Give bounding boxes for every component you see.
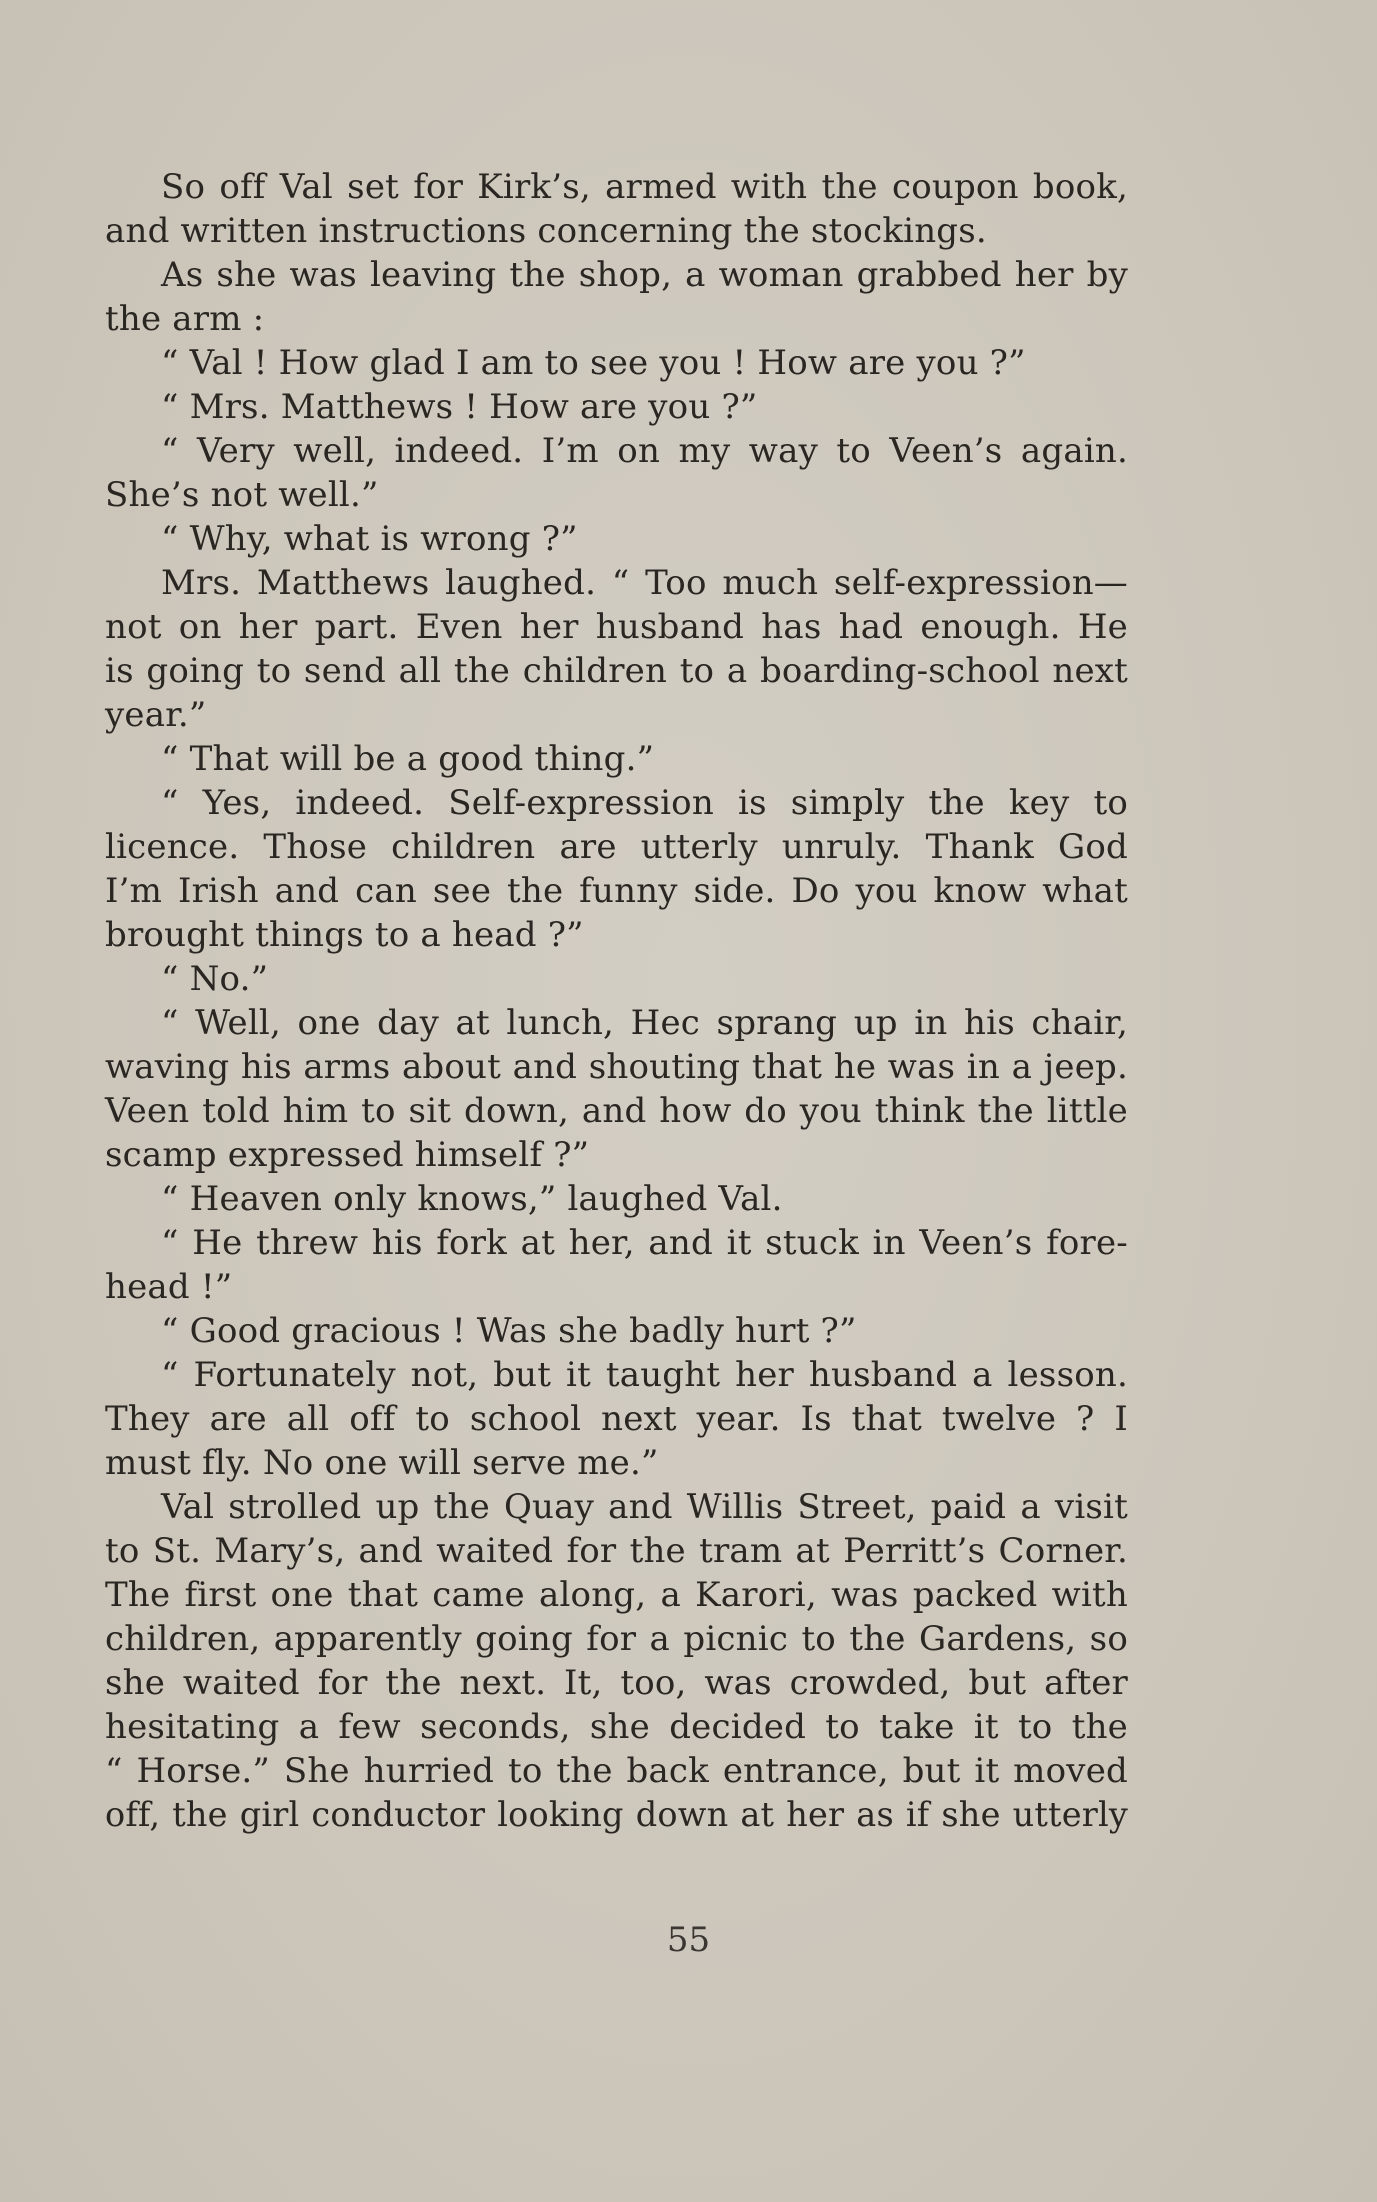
text-line: and written instructions concerning the stockings. [105,211,987,251]
text-line: “ That will be a good thing.” [161,739,655,779]
text-line: “ No.” [161,959,269,999]
text-line: children, apparently going for a picnic to the Gardens, so [105,1619,1128,1659]
text-line: As she was leaving the shop, a woman grabbed her by [161,255,1128,295]
text-line: Veen told him to sit down, and how do you think the little [105,1091,1128,1131]
text-line: not on her part. Even her husband has had enough. He [105,607,1128,647]
text-line: They are all off to school next year. Is that twelve ? I [105,1399,1128,1439]
page-number: 55 [666,1920,711,1960]
text-line: licence. Those children are utterly unruly. Thank God [105,827,1128,867]
text-line: she waited for the next. It, too, was crowded, but after [105,1663,1128,1703]
text-line: Mrs. Matthews laughed. “ Too much self-expression— [161,563,1128,603]
text-line: “ Fortunately not, but it taught her husband a lesson. [161,1355,1128,1395]
text-line: “ Mrs. Matthews ! How are you ?” [161,387,758,427]
text-line: to St. Mary’s, and waited for the tram at Perritt’s Corner. [105,1531,1128,1571]
text-line: “ Well, one day at lunch, Hec sprang up in his chair, [161,1003,1128,1043]
text-line: year.” [105,695,207,735]
text-line: “ Horse.” She hurried to the back entrance, but it moved [105,1751,1128,1791]
text-line: waving his arms about and shouting that he was in a jeep. [105,1047,1128,1087]
text-line: head !” [105,1267,233,1307]
text-line: “ Very well, indeed. I’m on my way to Veen’s again. [161,431,1128,471]
text-line: “ He threw his fork at her, and it stuck in Veen’s fore- [161,1223,1128,1263]
text-line: I’m Irish and can see the funny side. Do you know what [105,871,1128,911]
text-line: must fly. No one will serve me.” [105,1443,659,1483]
text-line: off, the girl conductor looking down at her as if she utterly [105,1795,1128,1834]
text-line: scamp expressed himself ?” [105,1135,590,1175]
text-line: “ Good gracious ! Was she badly hurt ?” [161,1311,857,1351]
text-line: “ Why, what is wrong ?” [161,519,578,559]
text-line: is going to send all the children to a boarding-school next [105,651,1128,691]
text-line: “ Val ! How glad I am to see you ! How are you ?” [161,343,1026,383]
body-text [105,165,1128,1837]
text-line: Val strolled up the Quay and Willis Street, paid a visit [161,1487,1128,1527]
text-line: So off Val set for Kirk’s, armed with the coupon book, [161,167,1128,207]
text-line: “ Heaven only knows,” laughed Val. [161,1179,783,1219]
text-line: brought things to a head ?” [105,915,584,955]
text-line: The first one that came along, a Karori, was packed with [105,1575,1128,1615]
text-line: the arm : [105,299,265,339]
text-line: She’s not well.” [105,475,379,515]
text-line: “ Yes, indeed. Self-expression is simply the key to [161,783,1128,823]
text-line: hesitating a few seconds, she decided to take it to the [105,1707,1128,1747]
